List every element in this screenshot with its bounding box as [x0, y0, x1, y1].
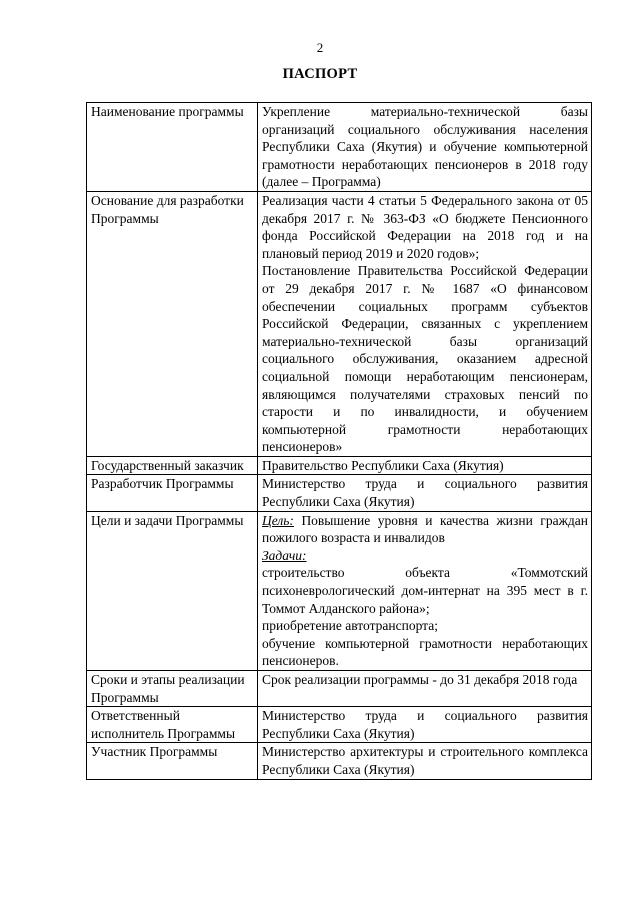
row-value-developer — [258, 475, 592, 511]
row-value-terms — [258, 671, 592, 707]
tasks-paragraph — [262, 547, 588, 565]
row-value-program-name — [258, 103, 592, 192]
row-label-terms: Сроки и этапы реализации Программы — [87, 671, 258, 707]
table-row — [87, 743, 592, 779]
customer-text: Правительство Республики Саха (Якутия) — [262, 457, 504, 473]
row-value-executor — [258, 707, 592, 743]
table-row — [87, 511, 592, 670]
tasks-label: Задачи: — [262, 547, 307, 563]
row-label-customer: Государственный заказчик — [87, 456, 258, 475]
table-row — [87, 103, 592, 192]
developer-text: Министерство труда и социального развития Республики Саха (Якутия) — [262, 476, 588, 510]
executor-text: Министерство труда и социального развития Республики Саха (Якутия) — [262, 708, 588, 741]
row-value-customer — [258, 456, 592, 475]
row-label-basis: Основание для разработки Программы — [87, 191, 258, 456]
basis-paragraph-law: Реализация части 4 статьи 5 Федерального закона от 05 декабря 2017 г. № 363-ФЗ «О бюджете Пенсионного фонда Российской Федерации на 2018 год и на плановый период 2019 и 2020 годов»; — [262, 192, 588, 261]
goal-paragraph — [262, 512, 588, 547]
program-name-text: Укрепление материально-технической базы организаций социального обслуживания населения Республики Саха (Якутия) и обучение компьютерной грамотности неработающих пенсионеров в 2018 году (далее – Программа) — [262, 104, 588, 190]
table-row — [87, 707, 592, 743]
row-label-goals: Цели и задачи Программы — [87, 511, 258, 670]
row-value-participant — [258, 743, 592, 779]
table-row — [87, 191, 592, 456]
passport-table — [86, 102, 592, 780]
table-row — [87, 671, 592, 707]
row-label-developer: Разработчик Программы — [87, 475, 258, 511]
table-row — [87, 475, 592, 511]
task-item: приобретение автотранспорта; — [262, 618, 438, 634]
goal-text: Повышение уровня и качества жизни граждан пожилого возраста и инвалидов — [262, 512, 588, 546]
row-value-basis — [258, 191, 592, 456]
table-row — [87, 456, 592, 475]
page-number: 2 — [316, 40, 324, 55]
goal-label: Цель: — [262, 512, 294, 528]
terms-text: Срок реализации программы - до 31 декабря 2018 года — [262, 672, 578, 687]
row-label-program-name: Наименование программы — [87, 103, 258, 192]
participant-text: Министерство архитектуры и строительного комплекса Республики Саха (Якутия) — [262, 744, 588, 777]
task-item: строительство объекта «Томмотский психоневрологический дом-интернат на 395 мест в г. Томмот Алданского района»; — [262, 565, 588, 616]
basis-paragraph-decree: Постановление Правительства Российской Федерации от 29 декабря 2017 г. № 1687 «О финансовом обеспечении социальных программ субъектов Российской Федерации, связанных с укреплением материально-технической базы организаций социального обслуживания, оказанием адресной социальной помощи неработающим пенсионерам, являющимся получателями страховых пенсий по старости и по инвалидности, и обучением компьютерной грамотности неработающих пенсионеров» — [262, 263, 588, 455]
row-label-participant: Участник Программы — [87, 743, 258, 779]
task-item: обучение компьютерной грамотности неработающих пенсионеров. — [262, 635, 588, 669]
document-title: ПАСПОРТ — [282, 66, 358, 82]
row-value-goals — [258, 511, 592, 670]
row-label-executor: Ответственный исполнитель Программы — [87, 707, 258, 743]
